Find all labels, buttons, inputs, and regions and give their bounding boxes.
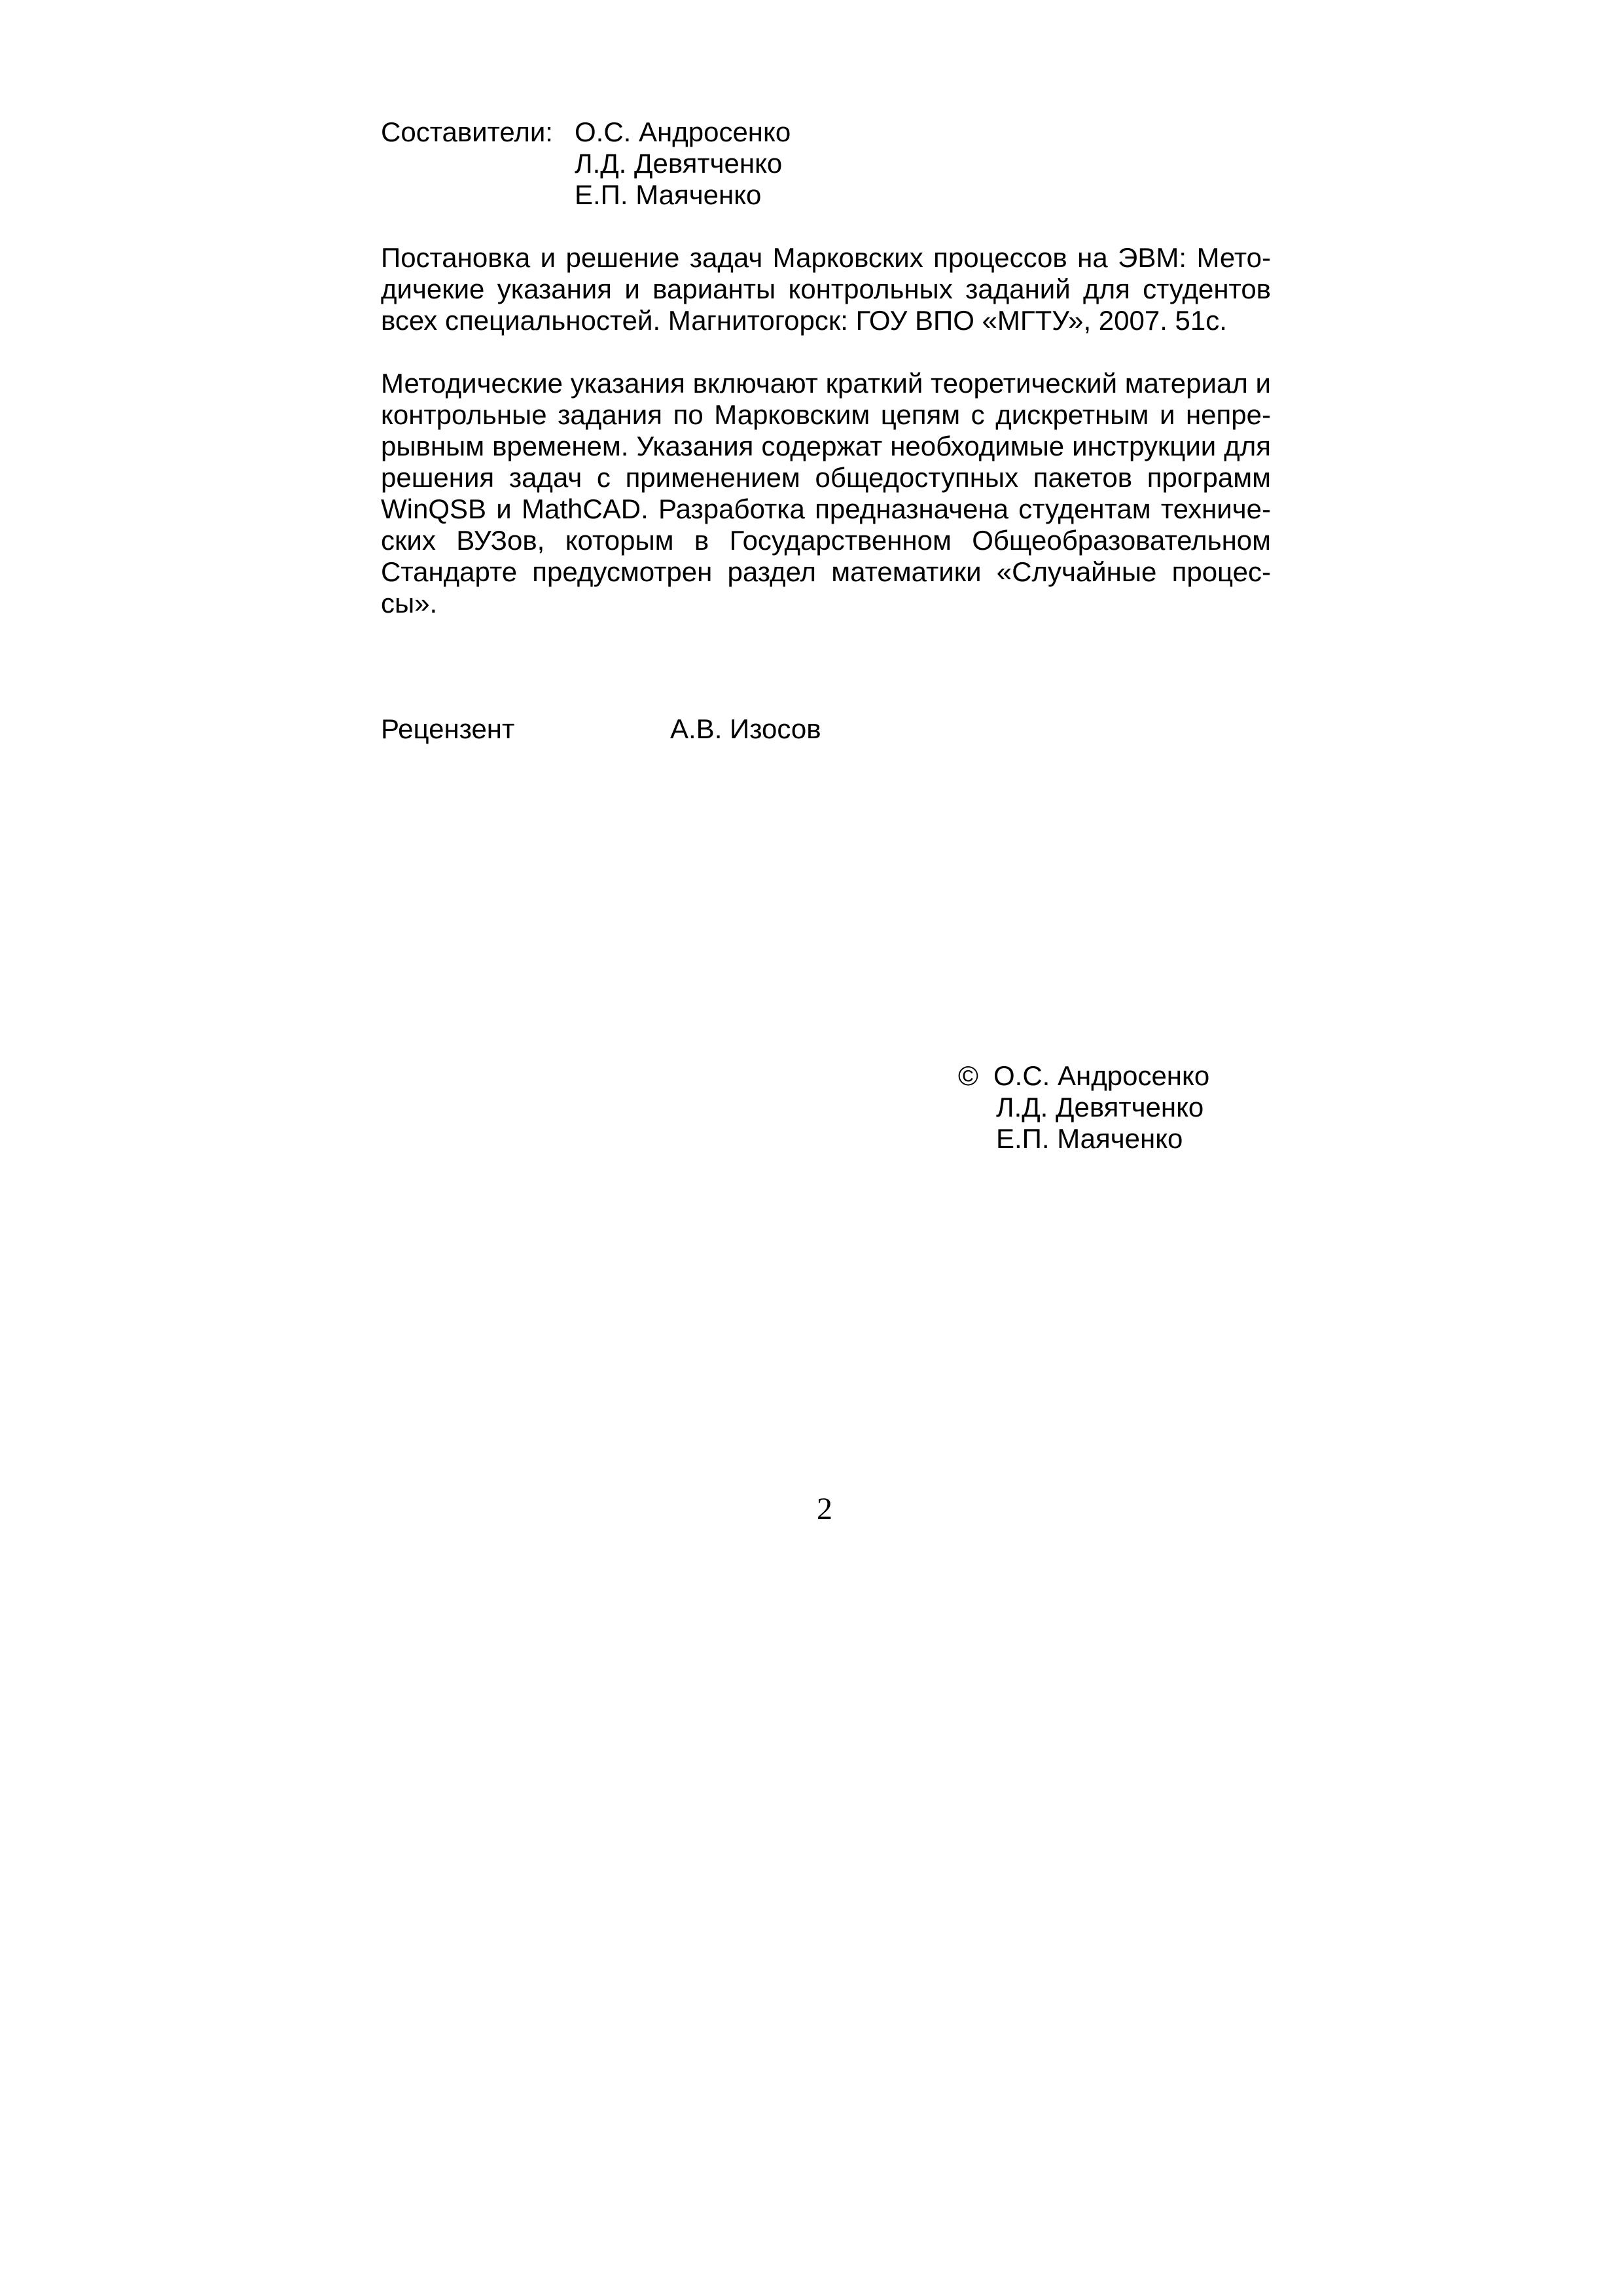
page-number: 2 [817,1492,832,1526]
compilers-label: Составители: [381,117,553,147]
compiler-name: О.С. Андросенко [575,117,791,147]
compiler-name: Е.П. Маяченко [575,179,762,210]
reviewer-label: Рецензент [381,713,515,744]
compilers-names [575,117,791,211]
copyright-names [993,1060,1209,1155]
copyright-name: Л.Д. Девятченко [996,1092,1204,1122]
bibliographic-entry: Постановка и решение задач Марковских процессов на ЭВМ: Методичекие указания и варианты контрольных заданий для студентов всех специальностей. Магнитогорск: ГОУ ВПО «МГТУ», 2007. 51с. [381,242,1271,336]
abstract-paragraph: Методические указания включают краткий теоретический материал и контрольные задания по Марковским цепям с дискретным и непрерывным временем. Указания содержат необходимые инструкции для решения задач с применением общедоступных пакетов программ WinQSB и MathCAD. Разработка предназначена студентам технических ВУЗов, которым в Государственном Общеобразовательном Стандарте предусмотрен раздел математики «Случайные процессы». [381,368,1271,619]
reviewer-name: А.В. Изосов [670,713,821,744]
copyright-symbol: © [958,1060,978,1091]
copyright-name: Е.П. Маяченко [996,1123,1183,1154]
compiler-name: Л.Д. Девятченко [575,148,783,179]
copyright-name: О.С. Андросенко [993,1060,1210,1091]
